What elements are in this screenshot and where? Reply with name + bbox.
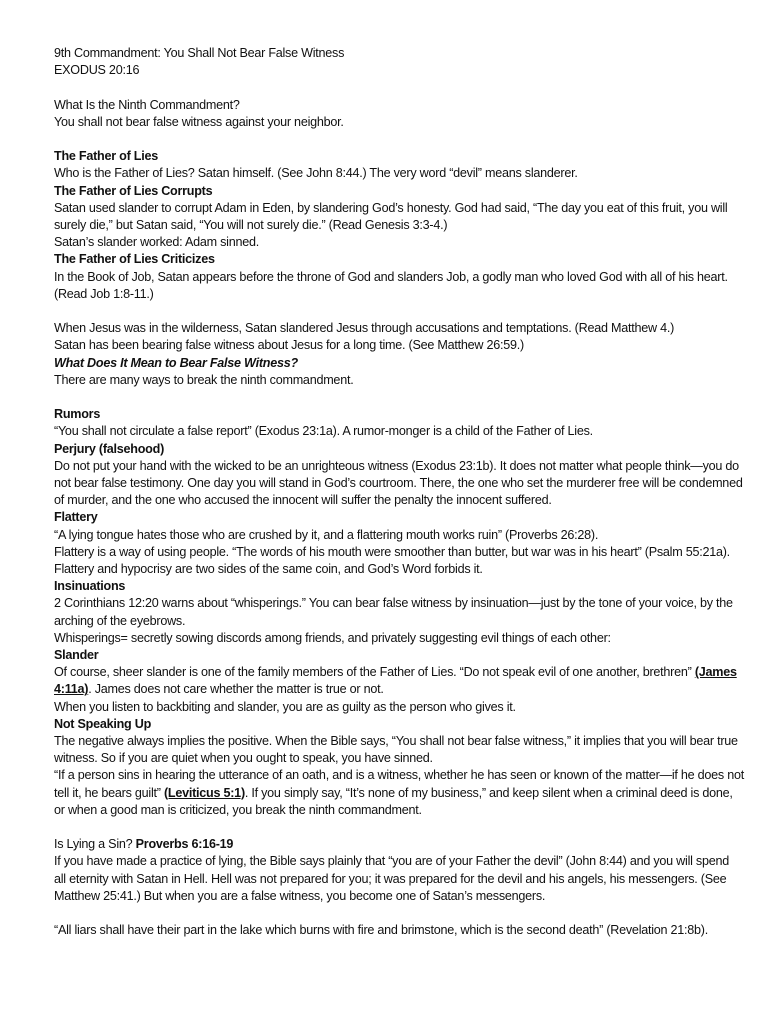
father-criticizes-text: In the Book of Job, Satan appears before the throne of God and slanders Job, a godly man who loved God with all of his heart. (Read Job 1:8-11.)	[54, 269, 728, 301]
ninth-commandment-answer: You shall not bear false witness against your neighbor.	[54, 114, 344, 129]
bearing-false-witness-text: Satan has been bearing false witness about Jesus for a long time. (See Matthew 26:59.)	[54, 338, 524, 353]
slander-text-2: When you listen to backbiting and slander, you are as guilty as the person who gives it.	[54, 699, 516, 714]
not-speaking-up-text-b: . If you simply say, “It’s none of my business,” and keep silent when a criminal deed is done, or when a good man is criticized, you break the ninth commandment.	[54, 785, 733, 817]
father-of-lies-text: Who is the Father of Lies? Satan himself. (See John 8:44.) The very word “devil” means slanderer.	[54, 166, 578, 181]
spacer	[54, 303, 744, 320]
flattery-text-2: Flattery is a way of using people. “The words of his mouth were smoother than butter, but war was in his heart” (Psalm 55:21a). Flattery and hypocrisy are two sides of the same coin, and God’s Word forbids it.	[54, 544, 730, 577]
heading-insinuations: Insinuations	[54, 579, 126, 594]
insinuations-text-1: 2 Corinthians 12:20 warns about “whisperings.” You can bear false witness by insinuation—just by the tone of your voice, by the arching of the eyebrows.	[54, 596, 733, 628]
heading-father-criticizes: The Father of Lies Criticizes	[54, 252, 215, 267]
heading-flattery: Flattery	[54, 510, 98, 525]
heading-father-corrupts: The Father of Lies Corrupts	[54, 183, 213, 198]
james-reference-link[interactable]: (James 4:11a)	[54, 665, 737, 697]
spacer	[54, 905, 744, 922]
heading-perjury: Perjury (falsehood)	[54, 441, 165, 456]
wilderness-text: When Jesus was in the wilderness, Satan slandered Jesus through accusations and temptations. (Read Matthew 4.)	[54, 321, 675, 336]
heading-what-does-it-mean: What Does It Mean to Bear False Witness?	[54, 355, 298, 370]
father-corrupts-text: Satan used slander to corrupt Adam in Eden, by slandering God’s honesty. God had said, “The day you eat of this fruit, you will surely die,” but Satan said, “You will not surely die.” (Read Genesis 3:3-4.)	[54, 200, 728, 232]
perjury-text: Do not put your hand with the wicked to be an unrighteous witness (Exodus 23:1b). It does not matter what people think—you do not bear false testimony. One day you will stand in God’s courtroom. There, the one who set the murderer free will be condemned of murder, and the one who accused the innocent will suffer the penalty the innocent suffered.	[54, 458, 743, 508]
proverbs-reference: Proverbs 6:16-19	[135, 837, 234, 852]
lying-text: If you have made a practice of lying, the Bible says plainly that “you are of your Father the devil” (John 8:44) and you will spend all eternity with Satan in Hell. Hell was not prepared for you; it was prepared for the devil and his angels, his messengers. (See Matthew 25:41.) But when you are a false witness, you become one of Satan’s messengers.	[54, 854, 729, 903]
spacer	[54, 131, 744, 148]
heading-rumors: Rumors	[54, 407, 101, 422]
lying-question-line	[54, 836, 744, 853]
meaning-text: There are many ways to break the ninth commandment.	[54, 372, 354, 387]
document-page	[54, 45, 744, 939]
leviticus-reference-link[interactable]: (Leviticus 5:1)	[163, 785, 245, 800]
not-speaking-up-paragraph-2	[54, 767, 744, 819]
slander-paragraph	[54, 664, 744, 698]
document-subtitle: EXODUS 20:16	[54, 63, 140, 78]
flattery-text-1: “A lying tongue hates those who are crushed by it, and a flattering mouth works ruin” (Proverbs 26:28).	[54, 527, 599, 542]
spacer	[54, 389, 744, 406]
heading-not-speaking-up: Not Speaking Up	[54, 716, 152, 731]
spacer	[54, 79, 744, 96]
question-ninth-commandment: What Is the Ninth Commandment?	[54, 97, 240, 112]
slander-text-b: . James does not care whether the matter is true or not.	[88, 682, 384, 697]
heading-slander: Slander	[54, 648, 99, 663]
insinuations-text-2: Whisperings= secretly sowing discords among friends, and privately suggesting evil things of each other:	[54, 630, 611, 645]
father-corrupts-text-2: Satan’s slander worked: Adam sinned.	[54, 235, 259, 250]
lying-question: Is Lying a Sin?	[54, 837, 136, 852]
liars-quote: “All liars shall have their part in the lake which burns with fire and brimstone, which is the second death” (Revelation 21:8b).	[54, 923, 709, 938]
rumors-text: “You shall not circulate a false report” (Exodus 23:1a). A rumor-monger is a child of the Father of Lies.	[54, 424, 593, 439]
slander-text-a: Of course, sheer slander is one of the family members of the Father of Lies. “Do not speak evil of one another, brethren”	[54, 665, 695, 680]
not-speaking-up-text-a: “If a person sins in hearing the utterance of an oath, and is a witness, whether he has seen or known of the matter—if he does not tell it, he bears guilt”	[54, 768, 744, 800]
document-title: 9th Commandment: You Shall Not Bear False Witness	[54, 46, 345, 60]
spacer	[54, 819, 744, 836]
heading-father-of-lies: The Father of Lies	[54, 149, 158, 164]
not-speaking-up-text-1: The negative always implies the positive. When the Bible says, “You shall not bear false witness,” it implies that you will bear true witness. So if you are quiet when you ought to speak, you have sinned.	[54, 734, 738, 766]
